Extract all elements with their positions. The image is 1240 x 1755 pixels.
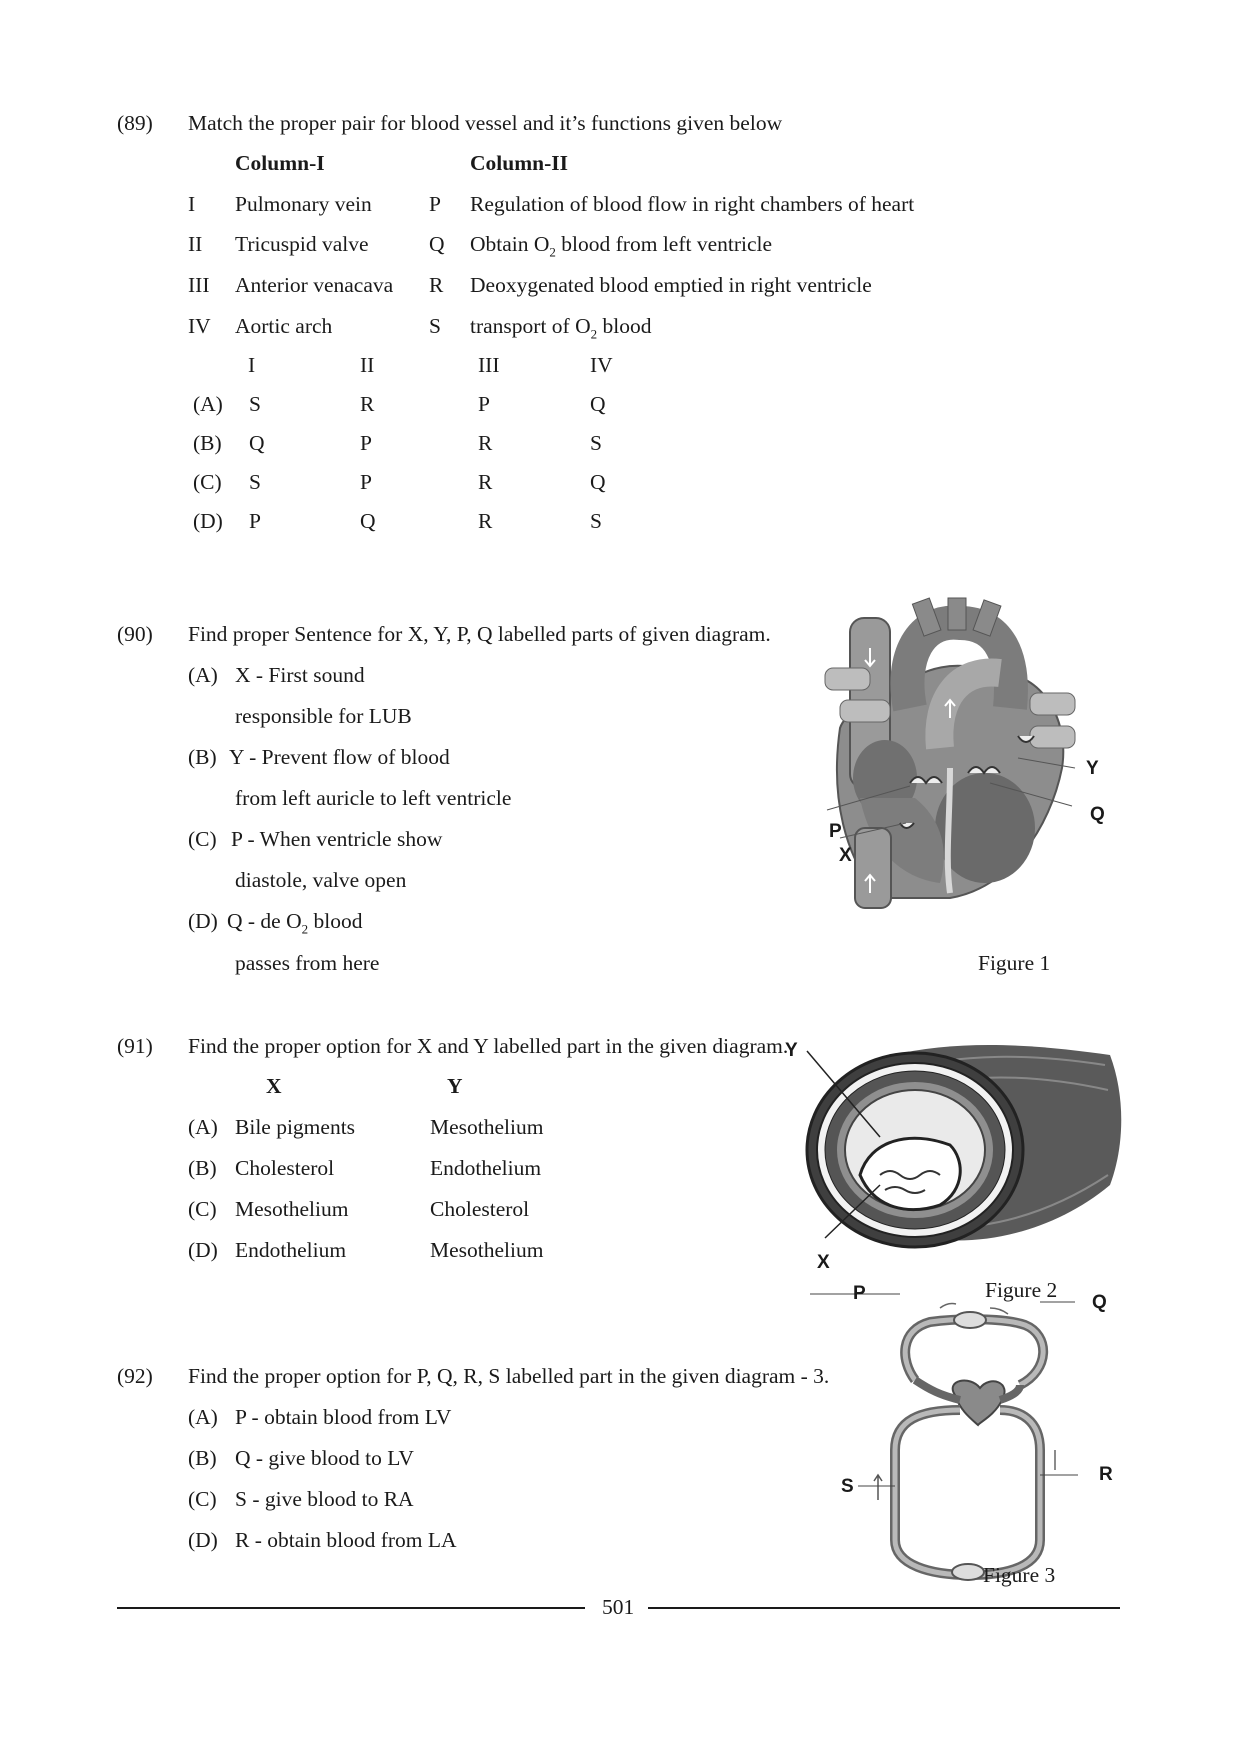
option-label: (A) — [193, 392, 223, 416]
answer-header-iii: III — [478, 353, 500, 377]
footer-rule-left — [117, 1607, 585, 1609]
row-item: Anterior venacava — [235, 273, 394, 297]
row-function: transport of $O_2$ blood — [470, 314, 652, 342]
option-x: Mesothelium — [235, 1197, 349, 1221]
option-text: Y - Prevent flow of blood — [229, 745, 450, 769]
option-label: (C) — [193, 470, 222, 494]
option-value: S — [249, 470, 261, 494]
column-2-header: Column-II — [470, 151, 568, 175]
option-label: (A) — [188, 1115, 218, 1139]
option-label: (D) — [193, 509, 223, 533]
option-label: (C) — [188, 1197, 217, 1221]
option-label: (B) — [188, 1156, 217, 1180]
option-label: (D) — [188, 1238, 218, 1262]
option-text: X - First sound — [235, 663, 365, 687]
option-value: P — [360, 470, 372, 494]
option-label: (A) — [188, 663, 218, 687]
q90-number: (90) — [117, 622, 153, 646]
option-text: Q - give blood to LV — [235, 1446, 414, 1470]
heart-diagram — [800, 598, 1120, 928]
figure2-label-y: Y — [785, 1040, 798, 1061]
q92-number: (92) — [117, 1364, 153, 1388]
q92-question: Find the proper option for P, Q, R, S labelled part in the given diagram - 3. — [188, 1364, 830, 1388]
option-value: R — [478, 509, 493, 533]
q89-number: (89) — [117, 111, 153, 135]
row-roman: II — [188, 232, 203, 256]
page-number: 501 — [602, 1595, 635, 1619]
q90-question: Find proper Sentence for X, Y, P, Q labelled parts of given diagram. — [188, 622, 771, 646]
option-value: S — [590, 431, 602, 455]
option-label: (A) — [188, 1405, 218, 1429]
figure3-caption: Figure 3 — [983, 1563, 1056, 1587]
option-text: from left auricle to left ventricle — [235, 786, 512, 810]
option-text: Q - de $O_2$ blood — [227, 909, 363, 937]
row-function: Deoxygenated blood emptied in right ventricle — [470, 273, 872, 297]
figure3-label-q: Q — [1092, 1292, 1107, 1313]
figure1-label-y: Y — [1086, 758, 1099, 779]
option-label: (B) — [188, 1446, 217, 1470]
option-y: Mesothelium — [430, 1238, 544, 1262]
row-roman: III — [188, 273, 210, 297]
footer-rule-right — [648, 1607, 1120, 1609]
option-text: responsible for LUB — [235, 704, 412, 728]
option-value: S — [590, 509, 602, 533]
option-text: passes from here — [235, 951, 380, 975]
artery-cross-section-diagram — [790, 1035, 1130, 1265]
option-label: (D) — [188, 1528, 218, 1552]
q91-number: (91) — [117, 1034, 153, 1058]
option-label: (C) — [188, 827, 217, 851]
option-value: P — [478, 392, 490, 416]
figure3-label-r: R — [1099, 1464, 1113, 1485]
option-y: Endothelium — [430, 1156, 542, 1180]
option-value: Q — [590, 392, 606, 416]
figure2-label-x: X — [817, 1252, 830, 1273]
option-value: Q — [249, 431, 265, 455]
option-text: S - give blood to RA — [235, 1487, 414, 1511]
option-text: P - obtain blood from LV — [235, 1405, 452, 1429]
option-value: P — [360, 431, 372, 455]
figure1-label-q: Q — [1090, 804, 1105, 825]
row-letter: S — [429, 314, 441, 338]
row-roman: IV — [188, 314, 211, 338]
option-label: (B) — [188, 745, 217, 769]
option-x: Cholesterol — [235, 1156, 335, 1180]
option-text: diastole, valve open — [235, 868, 407, 892]
figure1-caption: Figure 1 — [978, 951, 1051, 975]
row-item: Pulmonary vein — [235, 192, 372, 216]
option-label: (B) — [193, 431, 222, 455]
row-letter: R — [429, 273, 444, 297]
figure3-label-p: P — [853, 1283, 866, 1304]
q91-header-y: Y — [447, 1074, 463, 1098]
option-label: (C) — [188, 1487, 217, 1511]
row-function: Regulation of blood flow in right chambers of heart — [470, 192, 915, 216]
option-value: Q — [360, 509, 376, 533]
row-letter: Q — [429, 232, 445, 256]
figure3-label-s: S — [841, 1476, 854, 1497]
row-letter: P — [429, 192, 441, 216]
q89-question: Match the proper pair for blood vessel and it’s functions given below — [188, 111, 783, 135]
option-value: R — [360, 392, 375, 416]
option-label: (D) — [188, 909, 218, 933]
option-y: Cholesterol — [430, 1197, 530, 1221]
option-x: Endothelium — [235, 1238, 347, 1262]
answer-header-iv: IV — [590, 353, 613, 377]
option-value: S — [249, 392, 261, 416]
option-text: R - obtain blood from LA — [235, 1528, 457, 1552]
option-value: R — [478, 431, 493, 455]
row-function: Obtain $O_2$ blood from left ventricle — [470, 232, 773, 260]
option-value: R — [478, 470, 493, 494]
answer-header-ii: II — [360, 353, 375, 377]
q91-header-x: X — [266, 1074, 282, 1098]
q91-question: Find the proper option for X and Y labelled part in the given diagram. — [188, 1034, 789, 1058]
column-1-header: Column-I — [235, 151, 325, 175]
circulation-loop-diagram — [840, 1300, 1120, 1560]
answer-header-i: I — [248, 353, 256, 377]
figure1-label-x: X — [839, 845, 852, 866]
figure2-caption: Figure 2 — [985, 1278, 1058, 1302]
option-value: Q — [590, 470, 606, 494]
row-item: Aortic arch — [235, 314, 333, 338]
option-text: P - When ventricle show — [231, 827, 443, 851]
option-x: Bile pigments — [235, 1115, 356, 1139]
option-y: Mesothelium — [430, 1115, 544, 1139]
figure1-label-p: P — [829, 821, 842, 842]
option-value: P — [249, 509, 261, 533]
row-roman: I — [188, 192, 196, 216]
row-item: Tricuspid valve — [235, 232, 369, 256]
